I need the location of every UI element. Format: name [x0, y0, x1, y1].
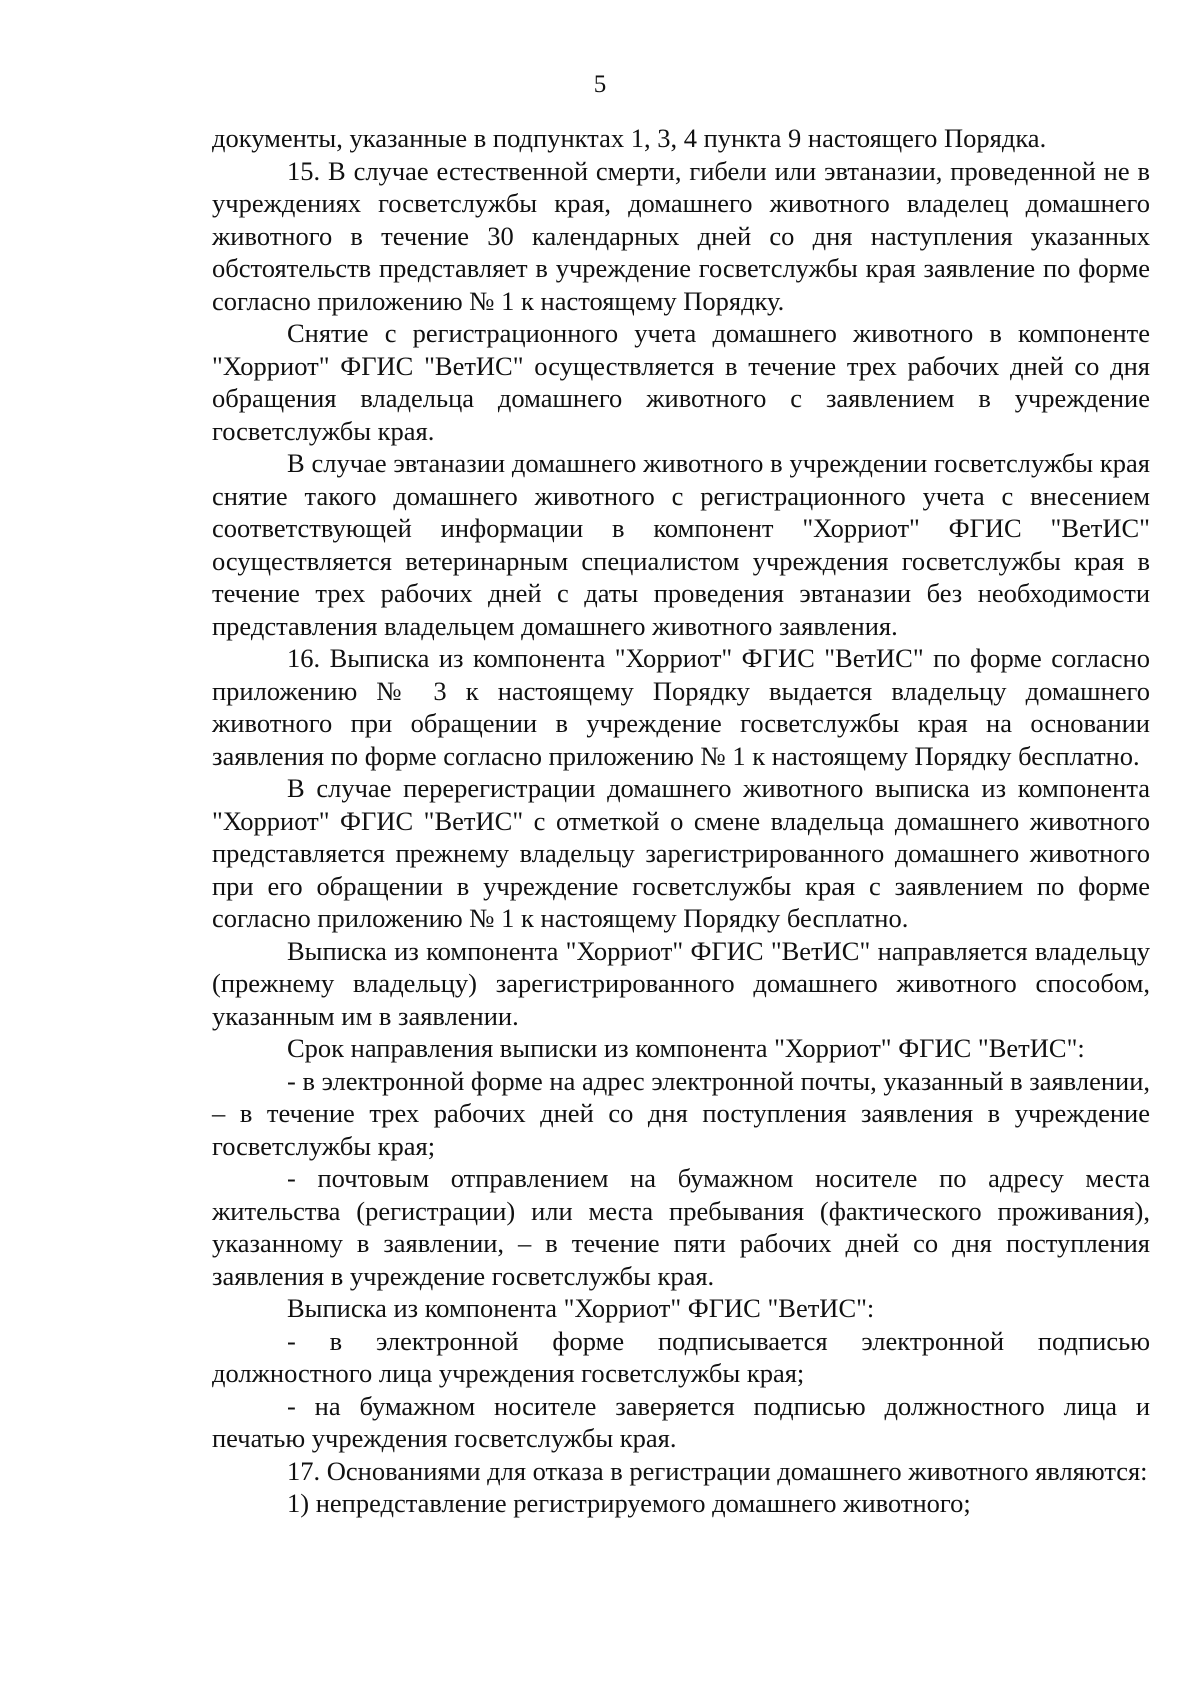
list-item-electronic-delivery: - в электронной форме на адрес электронной почты, указанный в заявлении, – в течение трех рабочих дней со дня поступления заявления в учреждение госветслужбы края;: [212, 1065, 1150, 1161]
paragraph-item-17: 17. Основаниями для отказа в регистрации домашнего животного являются:: [287, 1455, 1148, 1486]
paragraph-euthanasia: В случае эвтаназии домашнего животного в учреждении госветслужбы края снятие такого домашнего животного с регистрационного учета с внесением соответствующей информации в компонент "Хорриот" ФГИС "ВетИС" осуществляется ветеринарным специалистом учреждения госветслужбы края в течение трех рабочих дней с даты проведения эвтаназии без необходимости представления владельцем домашнего животного заявления.: [212, 448, 1150, 641]
paragraph-reregistration: В случае перерегистрации домашнего животного выписка из компонента "Хорриот" ФГИС "ВетИС" с отметкой о смене владельца домашнего животного представляется прежнему владельцу зарегистрированного домашнего животного при его обращении в учреждение госветслужбы края с заявлением по форме согласно приложению № 1 к настоящему Порядку бесплатно.: [212, 773, 1150, 933]
paragraph-delivery-terms: Срок направления выписки из компонента "Хорриот" ФГИС "ВетИС":: [287, 1033, 1085, 1063]
list-item-refusal-1: 1) непредставление регистрируемого домашнего животного;: [287, 1488, 971, 1518]
paragraph-extract-signing: Выписка из компонента "Хорриот" ФГИС "ВетИС":: [287, 1293, 875, 1323]
paragraph-continuation: документы, указанные в подпунктах 1, 3, 4 пункта 9 настоящего Порядка.: [212, 123, 1047, 153]
list-item-electronic-signature: - в электронной форме подписывается электронной подписью должностного лица учреждения госветслужбы края;: [212, 1325, 1150, 1388]
document-body: [212, 122, 1150, 1520]
paragraph-extract-delivery: Выписка из компонента "Хорриот" ФГИС "ВетИС" направляется владельцу (прежнему владельцу) зарегистрированного домашнего животного способом, указанным им в заявлении.: [212, 935, 1150, 1031]
paragraph-item-16: 16. Выписка из компонента "Хорриот" ФГИС "ВетИС" по форме согласно приложению № 3 к настоящему Порядку выдается владельцу домашнего животного при обращении в учреждение госветслужбы края на основании заявления по форме согласно приложению № 1 к настоящему Порядку бесплатно.: [212, 643, 1150, 771]
paragraph-deregistration: Снятие с регистрационного учета домашнего животного в компоненте "Хорриот" ФГИС "ВетИС" осуществляется в течение трех рабочих дней со дня обращения владельца домашнего животного с заявлением в учреждение госветслужбы края.: [212, 318, 1150, 446]
list-item-paper-signature: - на бумажном носителе заверяется подписью должностного лица и печатью учреждения госветслужбы края.: [212, 1390, 1150, 1453]
page-number: 5: [593, 71, 607, 98]
list-item-postal-delivery: - почтовым отправлением на бумажном носителе по адресу места жительства (регистрации) или места пребывания (фактического проживания), указанному в заявлении, – в течение пяти рабочих дней со дня поступления заявления в учреждение госветслужбы края.: [212, 1163, 1150, 1291]
paragraph-item-15: 15. В случае естественной смерти, гибели или эвтаназии, проведенной не в учреждениях госветслужбы края, домашнего животного владелец домашнего животного в течение 30 календарных дней со дня наступления указанных обстоятельств представляет в учреждение госветслужбы края заявление по форме согласно приложению № 1 к настоящему Порядку.: [212, 155, 1150, 316]
